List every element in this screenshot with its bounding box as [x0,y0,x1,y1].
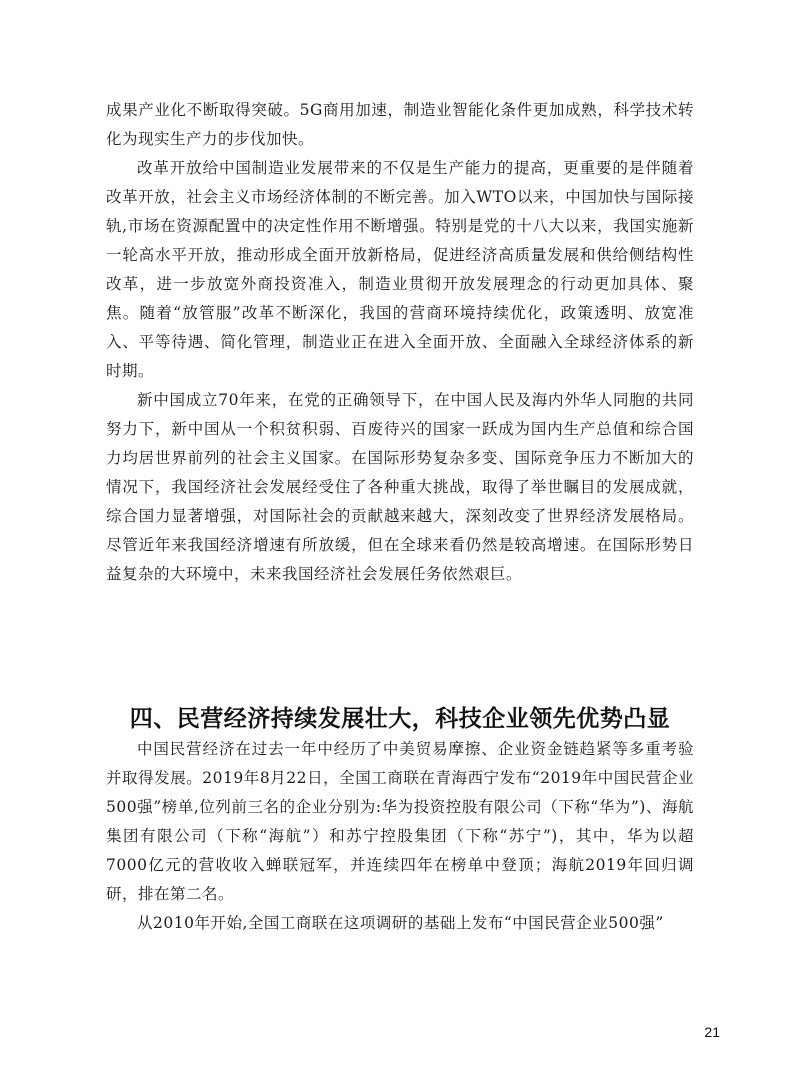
section-title: 四、民营经济持续发展壮大，科技企业领先优势凸显 [129,706,671,732]
paragraph-top-500-intro: 从2010年开始,全国工商联在这项调研的基础上发布“中国民营企业500强” [137,914,664,932]
bottom-text-block [106,735,694,938]
top-text-block [106,96,694,589]
page-number: 21 [704,1024,720,1040]
paragraph-70-years: 新中国成立70年来，在党的正确领导下，在中国人民及海内外华人同胞的共同努力下，新中国从一个积贫积弱、百废待兴的国家一跃成为国内生产总值和综合国力均居世界前列的社会主义国家。在国际形势复杂多变、国际竞争压力不断加大的情况下，我国经济社会发展经受住了各种重大挑战，取得了举世瞩目的发展成就，综合国力显著增强，对国际社会的贡献越来越大，深刻改变了世界经济发展格局。尽管近年来我国经济增速有所放缓，但在全球来看仍然是较高增速。在国际形势日益复杂的大环境中，未来我国经济社会发展任务依然艰巨。 [106,391,694,583]
paragraph-private-economy: 中国民营经济在过去一年中经历了中美贸易摩擦、企业资金链趋紧等多重考验并取得发展。2019年8月22日，全国工商联在青海西宁发布“2019年中国民营企业500强”榜单,位列前三名的企业分别为:华为投资控股有限公司（下称“华为”)、海航集团有限公司（下称“海航”）和苏宁控股集团（下称“苏宁”)，其中，华为以超7000亿元的营收收入蝉联冠军，并连续四年在榜单中登顶；海航2019年回归调研，排在第二名。 [106,740,694,903]
paragraph-reform-opening: 改革开放给中国制造业发展带来的不仅是生产能力的提高，更重要的是伴随着改革开放，社会主义市场经济体制的不断完善。加入WTO以来，中国加快与国际接轨,市场在资源配置中的决定性作用不断增强。特别是党的十八大以来，我国实施新一轮高水平开放，推动形成全面开放新格局，促进经济高质量发展和供给侧结构性改革，进一步放宽外商投资准入，制造业贯彻开放发展理念的行动更加具体、聚焦。随着“放管服”改革不断深化，我国的营商环境持续优化，政策透明、放宽准入、平等待遇、简化管理，制造业正在进入全面开放、全面融入全球经济体系的新时期。 [106,159,694,380]
paragraph-continuation: 成果产业化不断取得突破。5G商用加速，制造业智能化条件更加成熟，科学技术转化为现实生产力的步伐加快。 [106,101,694,148]
